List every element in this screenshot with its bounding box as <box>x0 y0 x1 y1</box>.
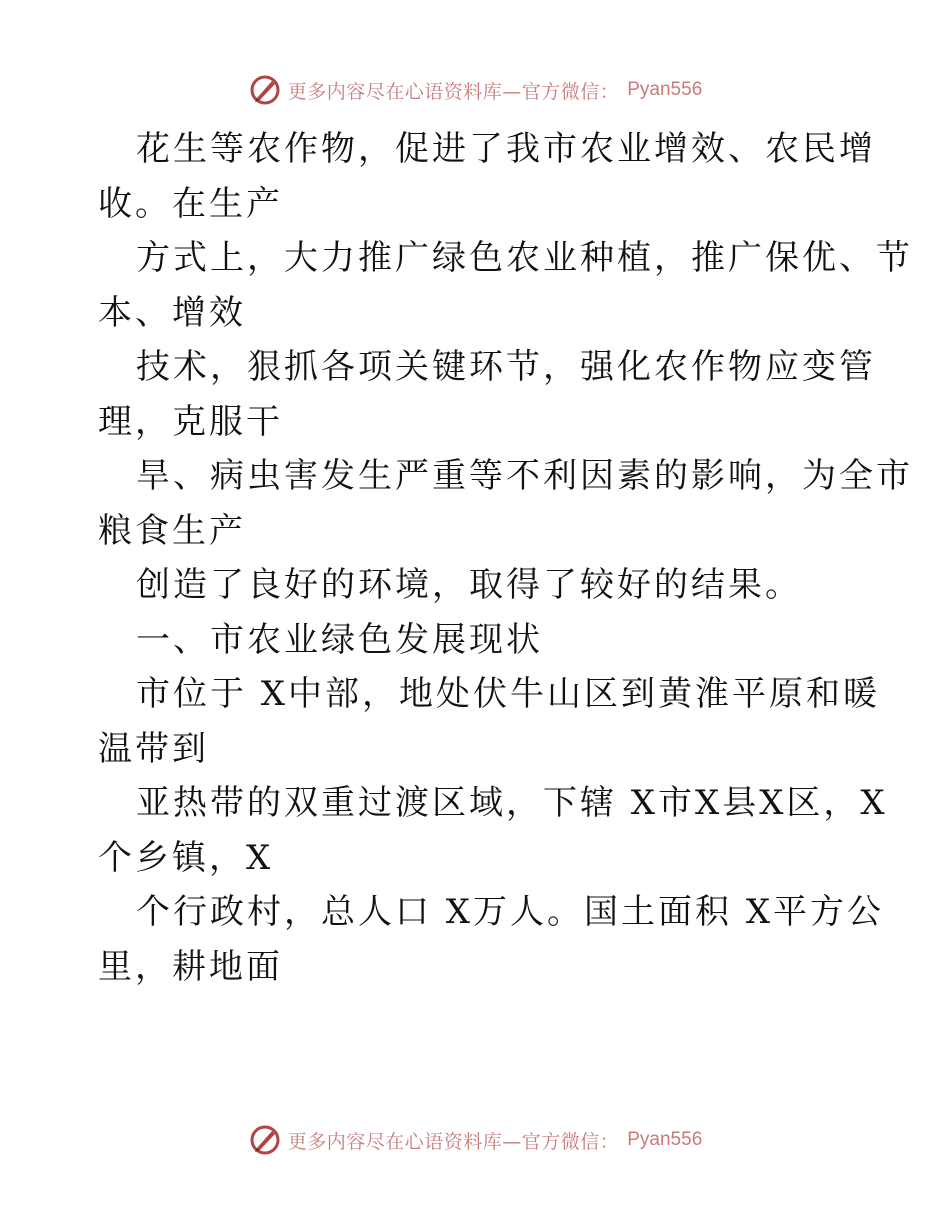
document-body <box>98 122 913 994</box>
pen-logo-icon <box>248 73 282 107</box>
pen-logo-icon <box>248 1123 282 1157</box>
section-heading-text: 一、市农业绿色发展现状 <box>136 619 543 660</box>
paragraph-first-line: 花生等农作物，促进了我市农业增效、农民增 <box>136 129 876 169</box>
watermark-text: 更多内容尽在心语资料库—官方微信： <box>287 1130 620 1153</box>
paragraph-first-line: 旱、病虫害发生严重等不利因素的影响，为全市 <box>136 456 913 496</box>
paragraph-first-line: 技术，狠抓各项关键环节，强化农作物应变管 <box>136 347 876 387</box>
paragraph-continuation: 个乡镇，X <box>98 837 274 878</box>
paragraph <box>98 776 888 885</box>
paragraph <box>98 558 858 613</box>
paragraph-continuation: 温带到 <box>98 728 209 769</box>
watermark-handle: Pyan556 <box>627 1129 703 1150</box>
paragraph-continuation: 里，耕地面 <box>98 946 283 987</box>
paragraph-continuation: 粮食生产 <box>98 510 246 551</box>
paragraph-continuation: 收。在生产 <box>98 183 283 224</box>
footer-watermark <box>0 1120 950 1160</box>
paragraph <box>98 122 876 231</box>
paragraph-continuation: 本、增效 <box>98 292 246 333</box>
watermark-handle: Pyan556 <box>627 79 703 100</box>
paragraph-first-line: 创造了良好的环境，取得了较好的结果。 <box>136 565 802 605</box>
paragraph-first-line: 个行政村，总人口 X万人。国土面积 X平方公 <box>136 892 885 932</box>
paragraph <box>98 449 913 558</box>
paragraph-continuation: 理，克服干 <box>98 401 283 442</box>
section-heading <box>98 613 858 668</box>
paragraph-first-line: 方式上，大力推广绿色农业种植，推广保优、节 <box>136 238 913 278</box>
paragraph-first-line: 亚热带的双重过渡区域，下辖 X市X县X区，X <box>136 783 888 823</box>
paragraph-first-line: 市位于 X中部，地处伏牛山区到黄淮平原和暖 <box>136 674 881 714</box>
watermark-text: 更多内容尽在心语资料库—官方微信： <box>287 80 620 103</box>
paragraph <box>98 667 881 776</box>
paragraph <box>98 885 885 994</box>
paragraph <box>98 231 913 340</box>
paragraph <box>98 340 876 449</box>
header-watermark <box>0 70 950 110</box>
